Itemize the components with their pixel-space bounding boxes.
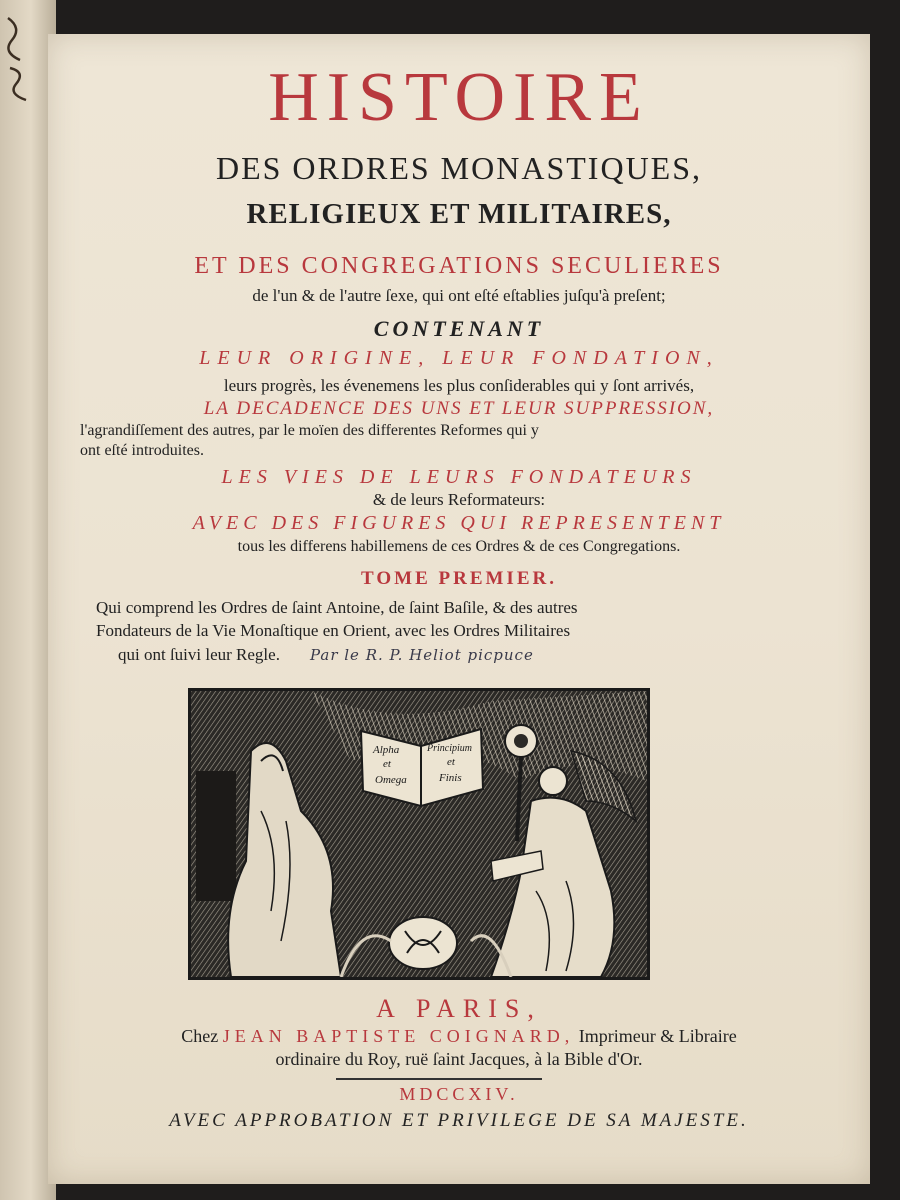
privilege-line: AVEC APPROBATION ET PRIVILEGE DE SA MAJESTE. bbox=[169, 1110, 749, 1131]
comprend-line-1: Qui comprend les Ordres de ſaint Antoine, de ſaint Baſile, & des autres bbox=[96, 598, 578, 617]
comprend-text-3: qui ont ſuivi leur Regle. bbox=[118, 645, 280, 664]
imprint-printer-line bbox=[48, 1026, 870, 1047]
book-title: HISTOIRE bbox=[268, 59, 650, 136]
book-right-word-1: Principium bbox=[427, 743, 472, 754]
monogram-cartouche bbox=[389, 917, 457, 969]
woodcut-illustration bbox=[188, 688, 650, 980]
subtitle-religious-military: RELIGIEUX ET MILITAIRES, bbox=[246, 198, 672, 230]
book-right-word-2: et bbox=[447, 756, 455, 768]
divider-rule bbox=[336, 1078, 542, 1080]
book-left-word-2: et bbox=[383, 758, 391, 770]
habillemens-line: tous les differens habillemens de ces Ordres & de ces Congregations. bbox=[237, 538, 681, 555]
imprint-chez: Chez bbox=[181, 1026, 219, 1046]
publication-year: MDCCXIV. bbox=[399, 1084, 519, 1104]
book-left-word-1: Alpha bbox=[373, 744, 400, 756]
subtitle-congregations: ET DES CONGREGATIONS SECULIERES bbox=[194, 253, 724, 279]
contenant-heading: CONTENANT bbox=[373, 316, 545, 341]
handwritten-attribution: Par le R. P. Heliot picpuce bbox=[309, 646, 534, 664]
woodcut-scene bbox=[191, 691, 647, 977]
subtitle-monastic-orders: DES ORDRES MONASTIQUES, bbox=[215, 150, 703, 186]
progres-line: leurs progrès, les évenemens les plus conſiderables qui y ſont arrivés, bbox=[223, 376, 695, 395]
decadence-line: LA DECADENCE DES UNS ET LEUR SUPPRESSION, bbox=[203, 398, 715, 419]
reformateurs-line: & de leurs Reformateurs: bbox=[372, 490, 546, 509]
origine-line: LEUR ORIGINE, LEUR FONDATION, bbox=[199, 347, 719, 369]
agrandissement-line-2: ont eſté introduites. bbox=[80, 442, 204, 459]
imprint-city: A PARIS, bbox=[376, 994, 542, 1023]
comprend-line-2: Fondateurs de la Vie Monaſtique en Orient, avec les Ordres Militaires bbox=[96, 621, 571, 640]
book-left-word-3: Omega bbox=[375, 774, 407, 786]
imprint-address: ordinaire du Roy, ruë ſaint Jacques, à la Bible d'Or. bbox=[275, 1049, 643, 1069]
handwritten-spine-mark bbox=[2, 8, 42, 118]
spine-handwriting bbox=[2, 8, 42, 128]
imprint-role: Imprimeur & Libraire bbox=[578, 1026, 737, 1046]
subtitle-both-sexes: de l'un & de l'autre ſexe, qui ont eſté eſtablies juſqu'à preſent; bbox=[252, 286, 666, 305]
tome-heading: TOME PREMIER. bbox=[361, 568, 557, 589]
figures-line: AVEC DES FIGURES QUI REPRESENTENT bbox=[192, 512, 726, 534]
comprend-line-3 bbox=[118, 645, 818, 665]
book-right-word-3: Finis bbox=[439, 772, 462, 784]
imprint-printer-name: JEAN BAPTISTE COIGNARD, bbox=[222, 1026, 575, 1046]
agrandissement-line-1: l'agrandiſſement des autres, par le moïen des differentes Reformes qui y bbox=[80, 422, 539, 439]
vies-line: LES VIES DE LEURS FONDATEURS bbox=[221, 466, 697, 488]
